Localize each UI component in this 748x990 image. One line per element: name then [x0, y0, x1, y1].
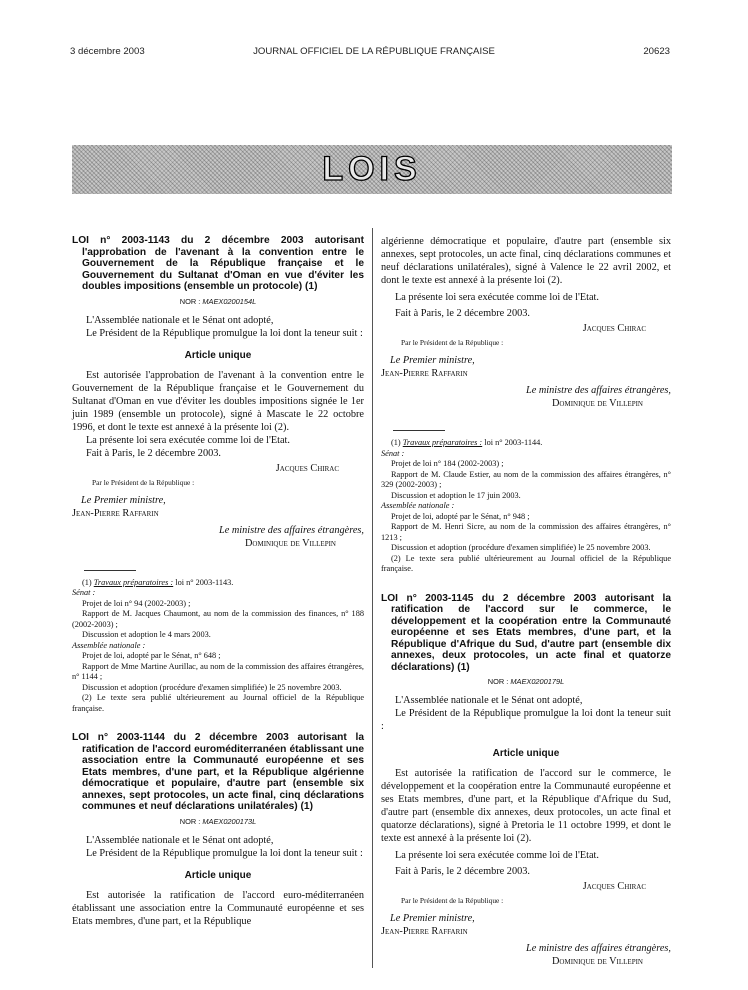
- header-date: 3 décembre 2003: [70, 46, 145, 57]
- section-title: LOIS: [322, 150, 422, 188]
- footnote-line: (2) Le texte sera publié ultérieurement au Journal officiel de la République française.: [72, 693, 364, 713]
- countersign-label: Par le Président de la République :: [92, 477, 195, 487]
- president-signature: Jacques Chirac: [582, 881, 646, 892]
- nor-reference: NOR : MAEX0200173L: [179, 816, 257, 826]
- footnote-line: (1) Travaux préparatoires : loi n° 2003-1143.: [82, 577, 234, 587]
- intro-adopted: L'Assemblée nationale et le Sénat ont adopté,: [86, 314, 274, 326]
- execution-clause: La présente loi sera exécutée comme loi de l'Etat.: [86, 434, 290, 446]
- execution-clause: La présente loi sera exécutée comme loi de l'Etat.: [395, 850, 599, 861]
- footnote-line: Rapport de M. Claude Estier, au nom de la commission des affaires étrangères, n° 329 (2002-2003) ;: [381, 469, 671, 489]
- law-title-2003-1144: LOI n° 2003-1144 du 2 décembre 2003 autorisant la ratification de l'accord euroméditerranéen établissant une association entre la Communauté européenne et ses Etats membres, d'une part, et la République algérienne démocratique et populaire, d'autre part (ensemble six annexes, sept protocoles, un acte final, cinq déclarations communes et neuf déclarations unilatérales) (1): [72, 732, 364, 812]
- header-journal-title: JOURNAL OFFICIEL DE LA RÉPUBLIQUE FRANÇAISE: [253, 46, 495, 57]
- footnote-line: Projet de loi, adopté par le Sénat, n° 648 ;: [82, 651, 221, 660]
- minister-title: Le ministre des affaires étrangères,: [218, 524, 364, 536]
- footnote-line: Sénat :: [72, 588, 96, 597]
- footnotes-2003-1143: [72, 578, 364, 715]
- prime-minister-title: Le Premier ministre,: [390, 913, 475, 924]
- minister-title: Le ministre des affaires étrangères,: [525, 385, 671, 396]
- footnote-line: Sénat :: [381, 448, 405, 458]
- prime-minister-name: Jean-Pierre Raffarin: [72, 507, 159, 519]
- footnote-line: (2) Le texte sera publié ultérieurement au Journal officiel de la République française.: [381, 553, 671, 573]
- law-title-2003-1143: LOI n° 2003-1143 du 2 décembre 2003 autorisant l'approbation de l'avenant à la convention entre le Gouvernement de la République française et le Gouvernement du Sultanat d'Oman en vue d'éviter les doubles impositions (ensemble un protocole) (1): [72, 235, 364, 292]
- signature-place-date: Fait à Paris, le 2 décembre 2003.: [395, 308, 530, 319]
- right-column: [381, 235, 671, 968]
- header-page-number: 20623: [643, 46, 670, 57]
- footnote-line: Discussion et adoption (procédure d'examen simplifiée) le 25 novembre 2003.: [82, 682, 342, 692]
- left-column: [72, 235, 364, 928]
- intro-promulgation: Le Président de la République promulgue la loi dont la teneur suit :: [381, 708, 671, 732]
- article-body-part1: Est autorisée la ratification de l'accord euro-méditerranéen établissant une association entre la Communauté européenne et ses Etats membres, d'une part, et la République: [72, 889, 364, 927]
- footnote-line: Assemblée nationale :: [72, 640, 146, 650]
- prime-minister-title: Le Premier ministre,: [390, 355, 475, 366]
- column-divider: [372, 228, 373, 968]
- minister-name: Dominique de Villepin: [552, 398, 643, 409]
- footnote-line: Rapport de Mme Martine Aurillac, au nom de la commission des affaires étrangères, n° 1144 ;: [72, 661, 364, 681]
- footnote-line: Rapport de M. Jacques Chaumont, au nom de la commission des finances, n° 188 (2002-2003) ;: [72, 609, 364, 629]
- article-body-part2: algérienne démocratique et populaire, d'autre part (ensemble six annexes, sept protocoles, un acte final, cinq déclarations communes et neuf déclarations unilatérales), signé à Valence le 22 avril 2002, et dont le texte est annexé à la présente loi (2).: [381, 236, 671, 286]
- footnote-rule: [393, 430, 445, 431]
- prime-minister-title: Le Premier ministre,: [81, 494, 166, 506]
- article-body: Est autorisée la ratification de l'accord sur le commerce, le développement et la coopération entre la Communauté européenne et ses Etats membres, d'une part, et la République d'Afrique du Sud, d'autre part (ensemble dix annexes, deux protocoles, un acte final et quatorze déclarations), signé à Pretoria le 11 octobre 1999, et dont le texte est annexé à la présente loi (2).: [381, 768, 671, 844]
- section-banner: [72, 145, 672, 194]
- prime-minister-name: Jean-Pierre Raffarin: [381, 368, 468, 379]
- president-signature: Jacques Chirac: [582, 323, 646, 334]
- signature-place-date: Fait à Paris, le 2 décembre 2003.: [395, 866, 530, 877]
- footnotes-2003-1144: [381, 438, 671, 575]
- footnote-line: Projet de loi n° 94 (2002-2003) ;: [82, 598, 191, 608]
- article-body: Est autorisée l'approbation de l'avenant à la convention entre le Gouvernement de la République française et le Gouvernement du Sultanat d'Oman en vue d'éviter les doubles impositions signée le 1er juin 1989 (ensemble un protocole), signé à Mascate le 22 octobre 1996, et dont le texte est annexé à la présente loi (2).: [72, 369, 364, 433]
- intro-promulgation: Le Président de la République promulgue la loi dont la teneur suit :: [86, 847, 363, 859]
- intro-promulgation: Le Président de la République promulgue la loi dont la teneur suit :: [86, 327, 363, 339]
- intro-adopted: L'Assemblée nationale et le Sénat ont adopté,: [395, 695, 583, 706]
- prime-minister-name: Jean-Pierre Raffarin: [381, 926, 468, 937]
- minister-title: Le ministre des affaires étrangères,: [525, 943, 671, 954]
- countersign-label: Par le Président de la République :: [401, 338, 504, 347]
- footnote-line: (1) Travaux préparatoires : loi n° 2003-1144.: [391, 438, 543, 447]
- nor-reference: NOR : MAEX0200154L: [179, 296, 257, 306]
- article-heading: Article unique: [184, 349, 252, 361]
- law-title-2003-1145: LOI n° 2003-1145 du 2 décembre 2003 autorisant la ratification de l'accord sur le commerce, le développement et la coopération entre la Communauté européenne et ses Etats membres, d'une part, et la République d'Afrique du Sud, d'autre part (ensemble dix annexes, deux protocoles, un acte final et quatorze déclarations) (1): [381, 592, 671, 673]
- signature-place-date: Fait à Paris, le 2 décembre 2003.: [86, 447, 221, 459]
- article-heading: Article unique: [184, 869, 252, 881]
- execution-clause: La présente loi sera exécutée comme loi de l'Etat.: [395, 292, 599, 303]
- article-heading: Article unique: [492, 748, 560, 759]
- footnote-line: Rapport de M. Henri Sicre, au nom de la commission des affaires étrangères, n° 1213 ;: [381, 522, 671, 542]
- footnote-line: Discussion et adoption le 4 mars 2003.: [82, 630, 211, 639]
- nor-reference: NOR : MAEX0200179L: [487, 677, 565, 686]
- footnote-line: Discussion et adoption (procédure d'examen simplifiée) le 25 novembre 2003.: [391, 543, 651, 552]
- minister-name: Dominique de Villepin: [245, 537, 336, 549]
- footnote-line: Discussion et adoption le 17 juin 2003.: [391, 490, 521, 500]
- president-signature: Jacques Chirac: [275, 462, 339, 474]
- footnote-line: Projet de loi n° 184 (2002-2003) ;: [391, 459, 504, 468]
- intro-adopted: L'Assemblée nationale et le Sénat ont adopté,: [86, 834, 274, 846]
- footnote-rule: [84, 570, 136, 571]
- minister-name: Dominique de Villepin: [552, 956, 643, 967]
- running-header: [0, 46, 748, 62]
- footnote-line: Projet de loi, adopté par le Sénat, n° 948 ;: [391, 511, 530, 521]
- footnote-line: Assemblée nationale :: [381, 501, 455, 510]
- countersign-label: Par le Président de la République :: [401, 896, 504, 905]
